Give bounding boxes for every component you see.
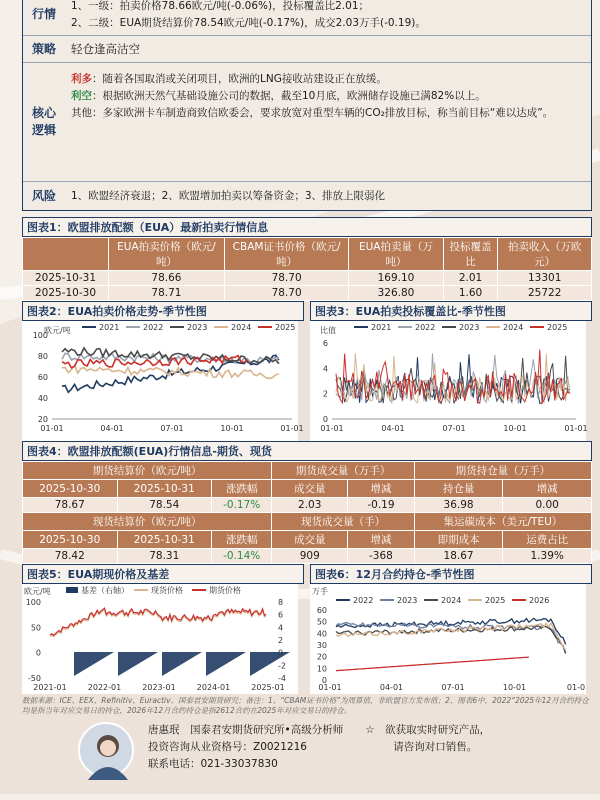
chart3-unit: 比值: [320, 326, 336, 335]
x-tick-label: 01-0: [566, 683, 586, 692]
y-right-tick-label: -4: [278, 674, 286, 683]
y-tick-label: 20: [316, 652, 327, 662]
x-tick-label: 10-01: [503, 424, 527, 433]
bull-tag: 利多: [71, 73, 92, 85]
contact-note-2: 请咨询对口销售。: [393, 741, 478, 753]
y-right-tick-label: -2: [278, 661, 286, 671]
x-tick-label: 01-01: [280, 424, 304, 433]
chart2-bg: [22, 321, 298, 441]
bull-text: ：随着各国取消或关闭项目，欧洲的LNG接收站建设正在放缓。: [92, 73, 387, 85]
y-tick-label: 60: [37, 373, 48, 382]
legend-label: 2025: [275, 323, 296, 332]
legend-label: 2023: [397, 596, 418, 605]
chart6-title: 图表6：12月合约持仓-季节性图: [310, 564, 592, 584]
x-tick-label: 07-01: [160, 424, 184, 433]
analyst-phone: 联系电话：021-33037830: [148, 758, 278, 770]
table1-title: 图表1：欧盟排放配额（EUA）最新拍卖行情信息: [22, 217, 592, 237]
x-tick-label: 01-01: [318, 683, 342, 692]
legend-label: 2024: [503, 323, 524, 332]
legend-label: 期货价格: [209, 586, 241, 595]
y-tick-label: 30: [316, 641, 327, 650]
risk-label: 风险: [31, 188, 56, 203]
chart2: [22, 321, 304, 441]
y-left-tick-label: 0: [35, 648, 41, 658]
legend-label: 2023: [459, 323, 480, 332]
x-tick-label: 07-01: [441, 683, 465, 692]
x-tick-label: 2021-01: [33, 683, 67, 692]
chart6: [310, 584, 586, 694]
y-tick-label: 10: [316, 664, 327, 674]
avatar: [78, 722, 134, 778]
chart5: [22, 584, 298, 694]
chart2-title: 图表2：EUA拍卖价格走势-季节性图: [22, 301, 304, 321]
x-tick-label: 07-01: [442, 424, 466, 433]
x-tick-label: 10-01: [502, 683, 527, 692]
footnote: 数据来源：ICE、EEX、Refinitiv、Euractiv、国泰君安期货研究；备注：1、“CBAM证书价格”为周算值，非欧盟官方发布值；2、图表6中，2022“2025年12月合约持仓均是指当年对应交易日的持仓，2026年12月合约持仓是指2612合约在2025年对应交易日的持仓。: [22, 696, 589, 715]
x-tick-label: 01-01: [564, 424, 588, 433]
y-right-tick-label: 8: [278, 598, 284, 607]
y-tick-label: 6: [322, 339, 328, 348]
legend-label: 2024: [231, 323, 252, 332]
y-left-tick-label: 100: [25, 598, 41, 607]
y-tick-label: 0: [322, 415, 328, 424]
y-tick-label: 50: [316, 617, 327, 627]
legend-swatch: [66, 587, 78, 593]
chart2-unit: 欧元/吨: [44, 326, 71, 335]
legend-label: 2021: [371, 323, 392, 332]
y-right-tick-label: 6: [278, 610, 284, 620]
y-tick-label: 40: [37, 394, 48, 403]
legend-label: 2022: [353, 596, 374, 605]
legend-label: 2022: [415, 323, 436, 332]
legend-label: 2021: [99, 323, 120, 332]
chart5-unit: 欧元/吨: [24, 587, 51, 596]
charts-row-1: [22, 301, 592, 441]
legend-label: 2022: [143, 323, 164, 332]
table1-header-row: EUA拍卖价格（欧元/吨） CBAM证书价格（欧元/吨） EUA拍卖量（万吨） 投标覆盖比 拍卖收入（万欧元）: [23, 238, 592, 271]
x-tick-label: 2024-01: [196, 683, 231, 692]
table-row: 78.42 78.31 -0.14% 909 -368 18.67 1.39%: [23, 549, 592, 564]
logic-row: [23, 62, 591, 181]
legend-label: 2025: [547, 323, 568, 332]
x-tick-label: 2025-01: [251, 683, 285, 692]
y-left-tick-label: 50: [30, 623, 41, 633]
logic-label: 核心逻辑: [31, 106, 56, 137]
x-tick-label: 10-01: [220, 424, 244, 433]
y-tick-label: 40: [316, 629, 327, 639]
table4-section: [22, 441, 592, 564]
table1-section: [22, 217, 592, 301]
chart6-unit: 万手: [312, 587, 328, 596]
table4-title: 图表4：欧盟排放配额(EUA)行情信息-期货、现货: [22, 441, 592, 461]
legend-label: 2024: [441, 596, 462, 605]
analyst-name: 唐惠珉 国泰君安期货研究所•高级分析师: [148, 724, 344, 736]
x-tick-label: 01-01: [40, 424, 64, 433]
analyst-license: 投资咨询从业资格号：Z0021216: [148, 741, 307, 753]
market-line-1: 1、一级：拍卖价格78.66欧元/吨(-0.06%)，投标覆盖比2.01；: [71, 0, 369, 12]
summary-box: [22, 0, 592, 211]
strategy-label: 策略: [31, 41, 56, 56]
table1: [22, 237, 592, 301]
legend-label: 2026: [529, 596, 550, 605]
table-row: 2025-10-31 78.66 78.70 169.10 2.01 13301: [23, 271, 592, 286]
market-label: 行情: [31, 6, 56, 21]
legend-label: 现货价格: [151, 586, 183, 595]
x-tick-label: 04-01: [100, 424, 124, 433]
y-tick-label: 80: [37, 352, 48, 361]
bear-tag: 利空: [71, 90, 92, 102]
y-left-tick-label: -50: [27, 674, 41, 683]
person-icon: [80, 724, 136, 780]
other-text: 其他：多家欧洲卡车制造商致信欧委会，要求放宽对重型车辆的CO₂排放目标，称当前目标“难以达成”。: [71, 107, 554, 119]
y-tick-label: 2: [322, 389, 328, 399]
legend-label: 2025: [485, 596, 506, 605]
y-tick-label: 0: [321, 676, 327, 685]
legend-label: 基差（右轴）: [81, 586, 129, 595]
chart3-title: 图表3：EUA拍卖投标覆盖比-季节性图: [310, 301, 592, 321]
table4: 期货结算价（欧元/吨） 期货成交量（万手） 期货持仓量（万手） 2025-10-30 2025-10-31 涨跌幅 成交量 增减 持仓量 增减 78.67 78.54 -0.17% 2.03 -0.19 36.98 0.00 现货结算价（欧元/吨） 现货成交量（手） 集运碳成本（美元/TEU） 2025-10-30 2025-10-31 涨跌幅 成交量 增减 即期成本 运费占比 78.42 78.31 -0.14% 909 -368 18.67 1.39%: [22, 461, 592, 564]
y-tick-label: 20: [37, 415, 48, 424]
market-row: [23, 0, 591, 35]
risk-row: [23, 181, 591, 210]
market-line-2: 2、二级：EUA期货结算价78.54欧元/吨(-0.17%)，成交2.03万手(-0.19)。: [71, 17, 426, 29]
y-right-tick-label: 2: [278, 636, 284, 645]
x-tick-label: 2022-01: [87, 683, 122, 692]
risk-text: 1、欧盟经济衰退；2、欧盟增加拍卖以筹备资金；3、排放上限弱化: [71, 189, 386, 202]
table-row: 78.67 78.54 -0.17% 2.03 -0.19 36.98 0.00: [23, 498, 592, 513]
chart3: [310, 321, 586, 441]
table-row: 2025-10-30 78.71 78.70 326.80 1.60 25722: [23, 286, 592, 301]
y-tick-label: 100: [32, 331, 48, 340]
x-tick-label: 2023-01: [142, 683, 176, 692]
analyst-section: [22, 722, 592, 778]
x-tick-label: 04-01: [379, 683, 404, 692]
x-tick-label: 01-01: [320, 424, 344, 433]
bear-text: ：根据欧洲天然气基础设施公司的数据，截至10月底，欧洲储存设施已满82%以上。: [92, 90, 486, 102]
strategy-row: [23, 35, 591, 62]
chart5-title: 图表5：EUA期现价格及基差: [22, 564, 304, 584]
charts-row-2: [22, 564, 592, 694]
strategy-text: 轻仓逢高沽空: [71, 41, 140, 56]
contact-note-1: ☆ 欲获取实时研究产品，: [365, 724, 491, 736]
y-right-tick-label: 4: [278, 623, 284, 633]
y-tick-label: 60: [316, 606, 327, 615]
chart5-bg: [22, 584, 298, 694]
x-tick-label: 04-01: [381, 424, 405, 433]
y-tick-label: 4: [322, 364, 328, 374]
legend-label: 2023: [187, 323, 208, 332]
